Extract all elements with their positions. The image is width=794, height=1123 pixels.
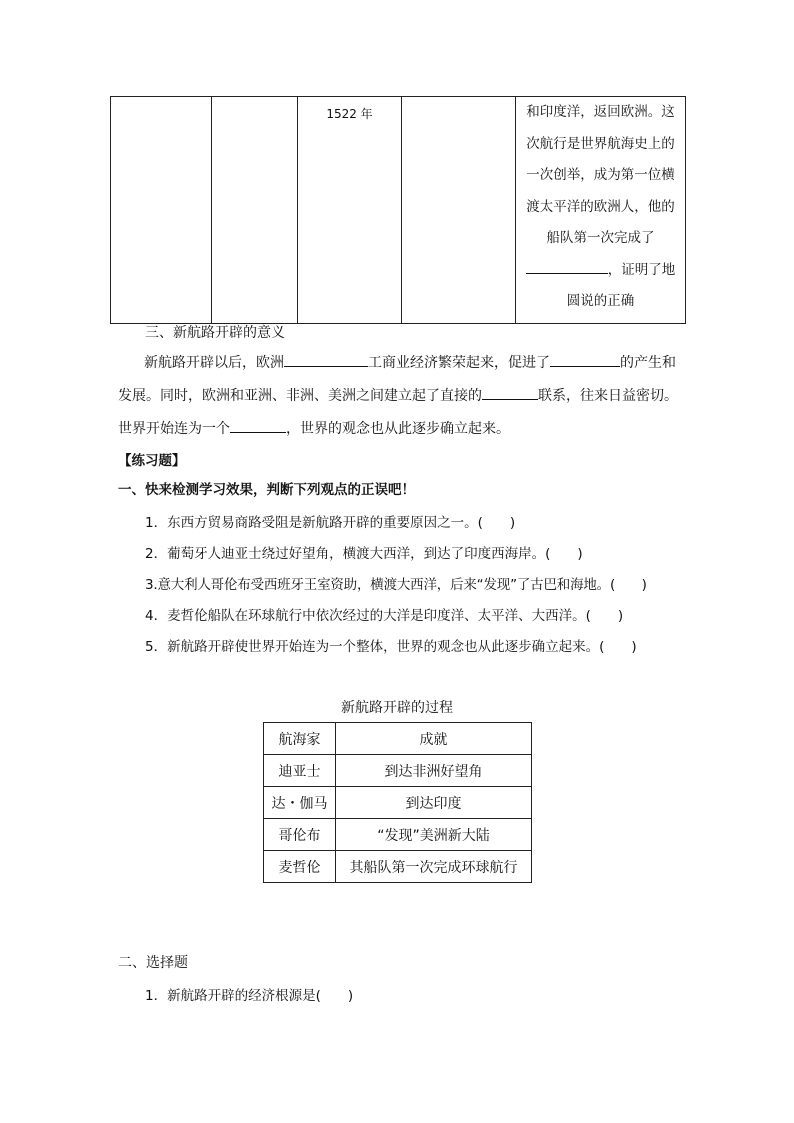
description-line: 一次创举，成为第一位横	[526, 167, 675, 183]
description-line: 次航行是世界航海史上的	[526, 135, 675, 152]
description-text: ，证明了地	[607, 261, 676, 278]
achievement-cell: “发现”美洲新大陆	[336, 819, 532, 851]
paragraph-line	[118, 413, 688, 446]
table-row	[264, 787, 532, 819]
section-title: 三、新航路开辟的意义	[145, 325, 285, 341]
year-cell: 1522 年	[298, 97, 402, 324]
description-line: 圆说的正确	[566, 293, 635, 309]
table-row	[111, 97, 686, 324]
achievement-cell: 到达非洲好望角	[336, 755, 532, 787]
paragraph-text: 联系，往来日益密切。	[538, 388, 678, 404]
description-line: 和印度洋，返回欧洲。这	[526, 104, 675, 120]
table-cell	[111, 97, 212, 324]
table-row	[264, 851, 532, 883]
achievement-cell: 其船队第一次完成环球航行	[336, 851, 532, 883]
true-false-item: 5．新航路开辟使世界开始连为一个整体，世界的观念也从此逐步确立起来。( )	[145, 639, 637, 655]
paragraph-text: ，世界的观念也从此逐步确立起来。	[286, 421, 510, 437]
paragraph-text: 工商业经济繁荣起来，促进了	[368, 355, 550, 371]
paragraph-text: 的产生和	[620, 355, 676, 371]
navigator-cell: 迪亚士	[264, 755, 336, 787]
table-cell	[402, 97, 516, 324]
paragraph-text: 世界开始连为一个	[118, 421, 230, 437]
description-line: 渡太平洋的欧洲人，他的	[526, 198, 675, 215]
true-false-item: 4．麦哲伦船队在环球航行中依次经过的大洋是印度洋、太平洋、大西洋。( )	[145, 608, 624, 624]
paragraph-text: 发展。同时，欧洲和亚洲、非洲、美洲之间建立起了直接的	[118, 388, 482, 404]
process-table	[263, 722, 532, 883]
paragraph-line	[118, 347, 688, 380]
paragraph-text: 新航路开辟以后，欧洲	[144, 355, 284, 371]
part1-title: 一、快来检测学习效果，判断下列观点的正误吧！	[118, 482, 415, 498]
fill-blank[interactable]	[284, 352, 368, 367]
table-row	[264, 755, 532, 787]
achievement-cell: 到达印度	[336, 787, 532, 819]
true-false-item: 2．葡萄牙人迪亚士绕过好望角，横渡大西洋，到达了印度西海岸。( )	[145, 546, 583, 562]
true-false-item: 3.意大利人哥伦布受西班牙王室资助，横渡大西洋，后来“发现”了古巴和海地。( )	[145, 577, 647, 593]
table-header-row	[264, 723, 532, 755]
exercise-heading: 【练习题】	[118, 453, 186, 469]
choice-question: 1．新航路开辟的经济根源是( )	[145, 988, 354, 1004]
fill-blank[interactable]	[482, 385, 538, 400]
column-header: 成就	[336, 723, 532, 755]
table-cell	[212, 97, 298, 324]
navigator-cell: 麦哲伦	[264, 851, 336, 883]
significance-paragraph	[118, 347, 688, 446]
column-header: 航海家	[264, 723, 336, 755]
process-table-title: 新航路开辟的过程	[341, 700, 453, 716]
description-line: 船队第一次完成了	[546, 230, 655, 246]
navigator-cell: 达・伽马	[264, 787, 336, 819]
true-false-item: 1．东西方贸易商路受阻是新航路开辟的重要原因之一。( )	[145, 515, 516, 531]
part2-title: 二、选择题	[118, 955, 188, 971]
description-cell	[516, 97, 686, 324]
table-row	[264, 819, 532, 851]
fill-blank[interactable]	[526, 259, 608, 274]
fill-blank[interactable]	[230, 418, 286, 433]
paragraph-line	[118, 380, 688, 413]
fill-blank[interactable]	[550, 352, 620, 367]
voyages-table-continuation	[110, 96, 686, 324]
navigator-cell: 哥伦布	[264, 819, 336, 851]
description-line-with-blank	[516, 255, 685, 287]
